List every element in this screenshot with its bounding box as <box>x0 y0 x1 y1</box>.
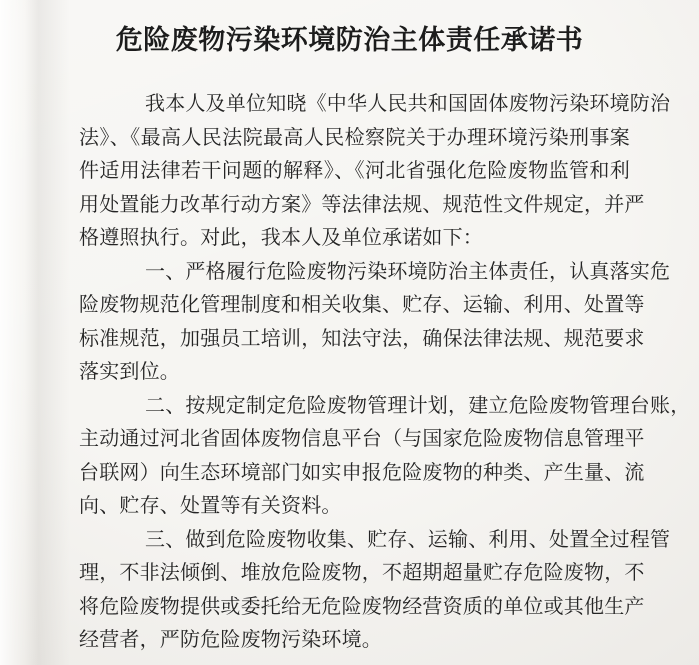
text-line: 经营者，严防危险废物污染环境。 <box>79 629 382 651</box>
page-title: 危险废物污染环境防治主体责任承诺书 <box>115 25 584 55</box>
text-line: 落实到位。 <box>79 361 180 383</box>
text-line: 理，不非法倾倒、堆放危险废物，不超期超量贮存危险废物，不 <box>79 562 645 584</box>
text-line: 三、做到危险废物收集、贮存、运输、利用、处置全过程管 <box>145 528 671 551</box>
text-line: 格遵照执行。对此，我本人及单位承诺如下： <box>79 227 483 249</box>
text-line: 向、贮存、处置等有关资料。 <box>79 495 342 517</box>
text-line: 我本人及单位知晓《中华人民共和国固体废物污染环境防治 <box>145 93 671 115</box>
paragraph-intro <box>79 88 671 256</box>
text-line: 一、严格履行危险废物污染环境防治主体责任，认真落实危 <box>145 260 671 283</box>
text-line: 台联网）向生态环境部门如实申报危险废物的种类、产生量、流 <box>79 461 645 484</box>
text-line: 标准规范，加强员工培训，知法守法，确保法律法规、规范要求 <box>79 327 645 350</box>
text-line: 件适用法律若干问题的解释》、《河北省强化危险废物监管和利 <box>79 160 630 182</box>
text-line: 二、按规定制定危险废物管理计划，建立危险废物管理台账， <box>145 394 691 417</box>
text-line: 法》、《最高人民法院最高人民检察院关于办理环境污染刑事案 <box>79 126 630 149</box>
paragraph-item-3 <box>79 524 671 658</box>
text-line: 险废物规范化管理制度和相关收集、贮存、运输、利用、处置等 <box>79 294 645 316</box>
text-line: 用处置能力改革行动方案》等法律法规、规范性文件规定，并严 <box>79 193 645 216</box>
document-body <box>79 88 691 658</box>
paragraph-item-2 <box>79 390 691 524</box>
text-line: 将危险废物提供或委托给无危险废物经营资质的单位或其他生产 <box>79 595 645 618</box>
paragraph-item-1 <box>79 256 671 390</box>
text-line: 主动通过河北省固体废物信息平台（与国家危险废物信息管理平 <box>79 428 645 450</box>
